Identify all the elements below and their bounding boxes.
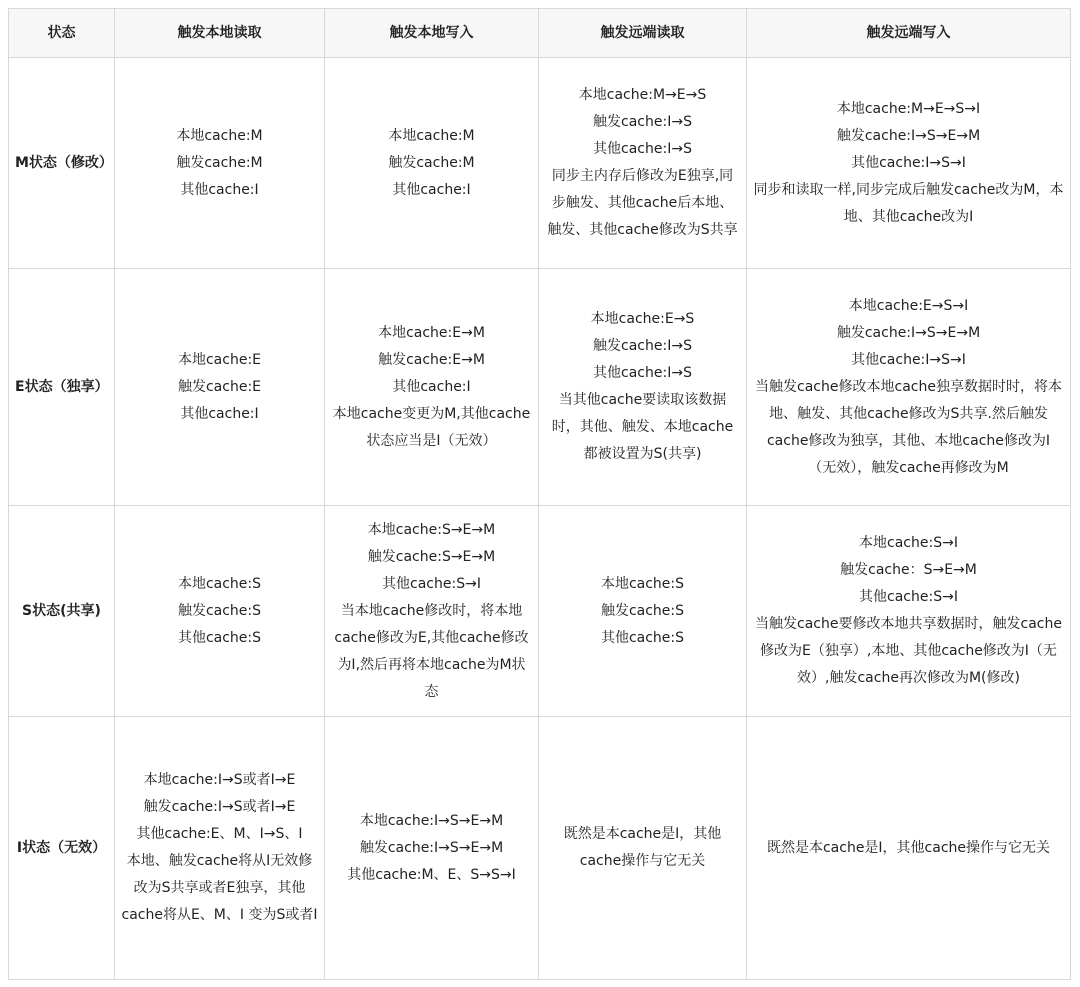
cell-line: 触发cache:I→S→E→M <box>836 324 981 341</box>
mesi-state-table <box>8 8 1071 980</box>
cell-line: 触发cache:I→S <box>593 338 692 354</box>
cell-line: 其他cache:I <box>392 378 471 395</box>
cell-line: 其他cache:E、M、I→S、I <box>136 826 303 842</box>
cell-line: 其他cache:I→S→I <box>851 154 966 171</box>
local-read-cell <box>115 269 325 506</box>
cell-line: 本地cache变更为M,其他cache状态应当是I（无效） <box>332 405 531 449</box>
cell-line: 当触发cache修改本地cache独享数据时时，将本地、触发、其他cache修改为S共享.然后触发cache修改为独享，其他、本地cache修改为I（无效），触发cache再修改为M <box>755 378 1062 476</box>
remote-read-cell <box>539 717 747 980</box>
cell-line: 本地cache:M→E→S→I <box>836 100 981 117</box>
cell-line: 同步和读取一样,同步完成后触发cache改为M，本地、其他cache改为I <box>753 181 1064 225</box>
table-row <box>9 269 1071 506</box>
cell-line: 本地cache:S <box>600 575 685 592</box>
header-local-write: 触发本地写入 <box>325 9 539 58</box>
cell-line: 触发cache:I→S或者I→E <box>143 799 296 815</box>
cell-line: 本地cache:M <box>388 127 475 144</box>
remote-write-cell <box>747 506 1071 717</box>
cell-line: 其他cache:S <box>600 629 685 646</box>
cell-line: 触发cache:I→S→E→M <box>359 839 504 856</box>
state-cell: E状态（独享） <box>9 269 115 506</box>
cell-line: 本地cache:I→S或者I→E <box>143 772 296 788</box>
header-remote-read: 触发远端读取 <box>539 9 747 58</box>
cell-line: 当其他cache要读取该数据时，其他、触发、本地cache都被设置为S(共享) <box>551 392 734 462</box>
local-read-cell <box>115 506 325 717</box>
local-read-cell <box>115 717 325 980</box>
remote-read-cell <box>539 269 747 506</box>
cell-line: 其他cache:I <box>180 181 259 198</box>
cell-line: 触发cache:I→S→E→M <box>836 127 981 144</box>
local-write-cell <box>325 717 539 980</box>
cell-line: 其他cache:S→I <box>859 589 958 605</box>
local-write-cell <box>325 58 539 269</box>
remote-write-cell <box>747 269 1071 506</box>
cell-line: 其他cache:I <box>180 405 259 422</box>
cell-line: 其他cache:M、E、S→S→I <box>347 866 516 883</box>
cell-line: 其他cache:I→S <box>593 365 692 381</box>
cell-line: 本地cache:I→S→E→M <box>359 812 504 829</box>
cell-line: 触发cache:E→M <box>378 351 485 368</box>
cell-line: 本地cache:S <box>177 575 262 592</box>
mesi-table-container <box>8 8 1070 980</box>
cell-line: 其他cache:S <box>177 629 262 646</box>
cell-line: 本地cache:M <box>176 127 263 144</box>
cell-line: 其他cache:I→S <box>593 141 692 157</box>
cell-line: 当本地cache修改时，将本地cache修改为E,其他cache修改为I,然后再将本地cache为M状态 <box>334 602 529 700</box>
state-cell: M状态（修改） <box>9 58 115 269</box>
cell-line: 触发cache:S <box>177 602 262 619</box>
cell-line: 本地cache:E <box>177 351 262 368</box>
cell-line: 本地cache:S→I <box>859 535 958 551</box>
header-remote-write: 触发远端写入 <box>747 9 1071 58</box>
remote-write-cell <box>747 717 1071 980</box>
cell-line: 其他cache:I→S→I <box>851 351 966 368</box>
cell-line: 触发cache:S <box>600 602 685 619</box>
cell-line: 触发cache:I→S <box>593 114 692 130</box>
cell-line: 本地、触发cache将从I无效修改为S共享或者E独享，其他cache将从E、M、I 变为S或者I <box>121 853 318 923</box>
remote-read-cell <box>539 58 747 269</box>
cell-line: 本地cache:M→E→S <box>578 87 707 103</box>
cell-line: 其他cache:S→I <box>382 575 481 592</box>
remote-write-cell <box>747 58 1071 269</box>
cell-line: 触发cache:M <box>388 154 475 171</box>
local-write-cell <box>325 269 539 506</box>
table-row <box>9 506 1071 717</box>
cell-line: 本地cache:E→S→I <box>848 297 969 314</box>
remote-read-cell <box>539 506 747 717</box>
state-cell: I状态（无效） <box>9 717 115 980</box>
header-state: 状态 <box>9 9 115 58</box>
local-write-cell <box>325 506 539 717</box>
cell-line: 其他cache:I <box>392 181 471 198</box>
cell-line: 触发cache:M <box>176 154 263 171</box>
cell-line: 触发cache：S→E→M <box>840 562 977 578</box>
cell-line: 同步主内存后修改为E独享,同步触发、其他cache后本地、触发、其他cache修改为S共享 <box>547 168 738 238</box>
cell-line: 本地cache:E→S <box>590 311 695 327</box>
local-read-cell <box>115 58 325 269</box>
state-cell: S状态(共享) <box>9 506 115 717</box>
table-row <box>9 717 1071 980</box>
header-local-read: 触发本地读取 <box>115 9 325 58</box>
cell-line: 触发cache:E <box>177 378 262 395</box>
cell-line: 触发cache:S→E→M <box>367 548 496 565</box>
cell-line: 本地cache:E→M <box>378 324 485 341</box>
cell-line: 既然是本cache是I，其他cache操作与它无关 <box>766 839 1051 856</box>
cell-line: 当触发cache要修改本地共享数据时，触发cache修改为E（独享）,本地、其他cache修改为I（无效）,触发cache再次修改为M(修改) <box>755 616 1062 686</box>
cell-line: 既然是本cache是I，其他cache操作与它无关 <box>563 826 722 869</box>
cell-line: 本地cache:S→E→M <box>367 521 496 538</box>
header-row <box>9 9 1071 58</box>
table-row <box>9 58 1071 269</box>
